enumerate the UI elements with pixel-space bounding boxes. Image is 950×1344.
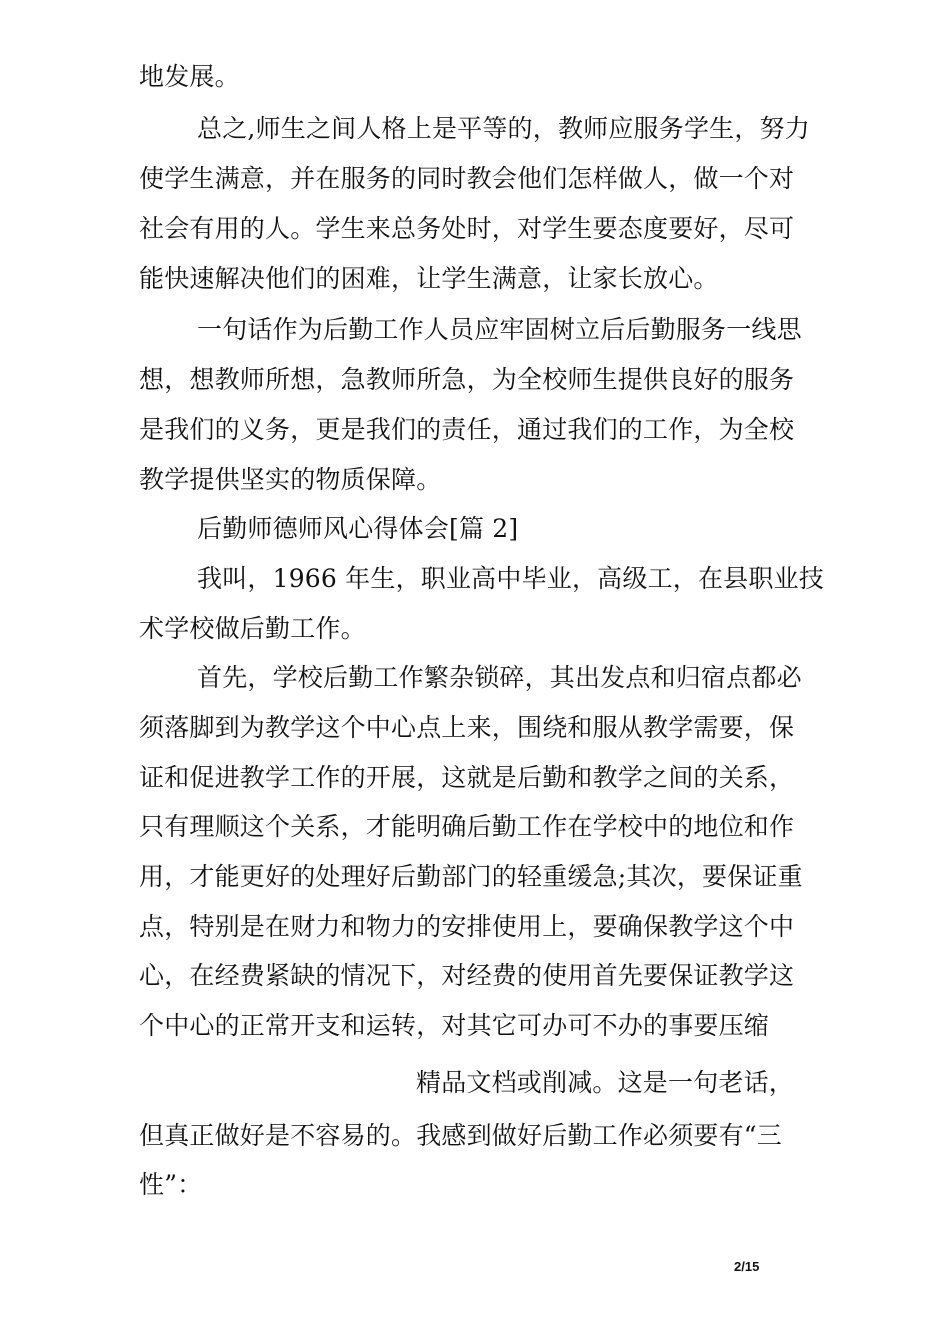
text-line: 使学生满意，并在服务的同时教会他们怎样做人，做一个对 bbox=[139, 164, 795, 193]
text-line: 是我们的义务，更是我们的责任，通过我们的工作，为全校 bbox=[139, 415, 795, 444]
text-line: 地发展。 bbox=[139, 62, 240, 91]
text-line: 想，想教师所想，急教师所急，为全校师生提供良好的服务 bbox=[139, 365, 795, 394]
text-line: 性”： bbox=[139, 1170, 203, 1199]
text-line: 能快速解决他们的困难，让学生满意，让家长放心。 bbox=[139, 264, 719, 293]
section-heading: 后勤师德师风心得体会[篇 2] bbox=[197, 514, 519, 543]
text-line: 精品文档或削减。这是一句老话， bbox=[416, 1068, 795, 1097]
text-line: 点，特别是在财力和物力的安排使用上，要确保教学这个中 bbox=[139, 912, 795, 941]
text-line: 总之,师生之间人格上是平等的，教师应服务学生，努力 bbox=[197, 114, 810, 143]
text-line: 心，在经费紧缺的情况下，对经费的使用首先要保证教学这 bbox=[139, 961, 795, 990]
text-line: 须落脚到为教学这个中心点上来，围绕和服从教学需要，保 bbox=[139, 713, 795, 742]
text-line: 社会有用的人。学生来总务处时，对学生要态度要好，尽可 bbox=[139, 214, 795, 243]
text-line: 证和促进教学工作的开展，这就是后勤和教学之间的关系， bbox=[139, 763, 795, 792]
text-line: 术学校做后勤工作。 bbox=[139, 614, 366, 643]
page-number: 2/15 bbox=[734, 1259, 760, 1274]
text-line: 教学提供坚实的物质保障。 bbox=[139, 465, 442, 494]
text-line: 只有理顺这个关系，才能明确后勤工作在学校中的地位和作 bbox=[139, 812, 795, 841]
text-line: 我叫，1966 年生，职业高中毕业，高级工，在县职业技 bbox=[197, 564, 824, 593]
text-line: 一句话作为后勤工作人员应牢固树立后后勤服务一线思 bbox=[197, 315, 802, 344]
text-line: 首先，学校后勤工作繁杂锁碎，其出发点和归宿点都必 bbox=[197, 663, 802, 692]
text-line: 个中心的正常开支和运转，对其它可办可不办的事要压缩 bbox=[139, 1011, 770, 1040]
text-line: 但真正做好是不容易的。我感到做好后勤工作必须要有“三 bbox=[139, 1121, 782, 1150]
text-line: 用，才能更好的处理好后勤部门的轻重缓急;其次，要保证重 bbox=[139, 862, 803, 891]
